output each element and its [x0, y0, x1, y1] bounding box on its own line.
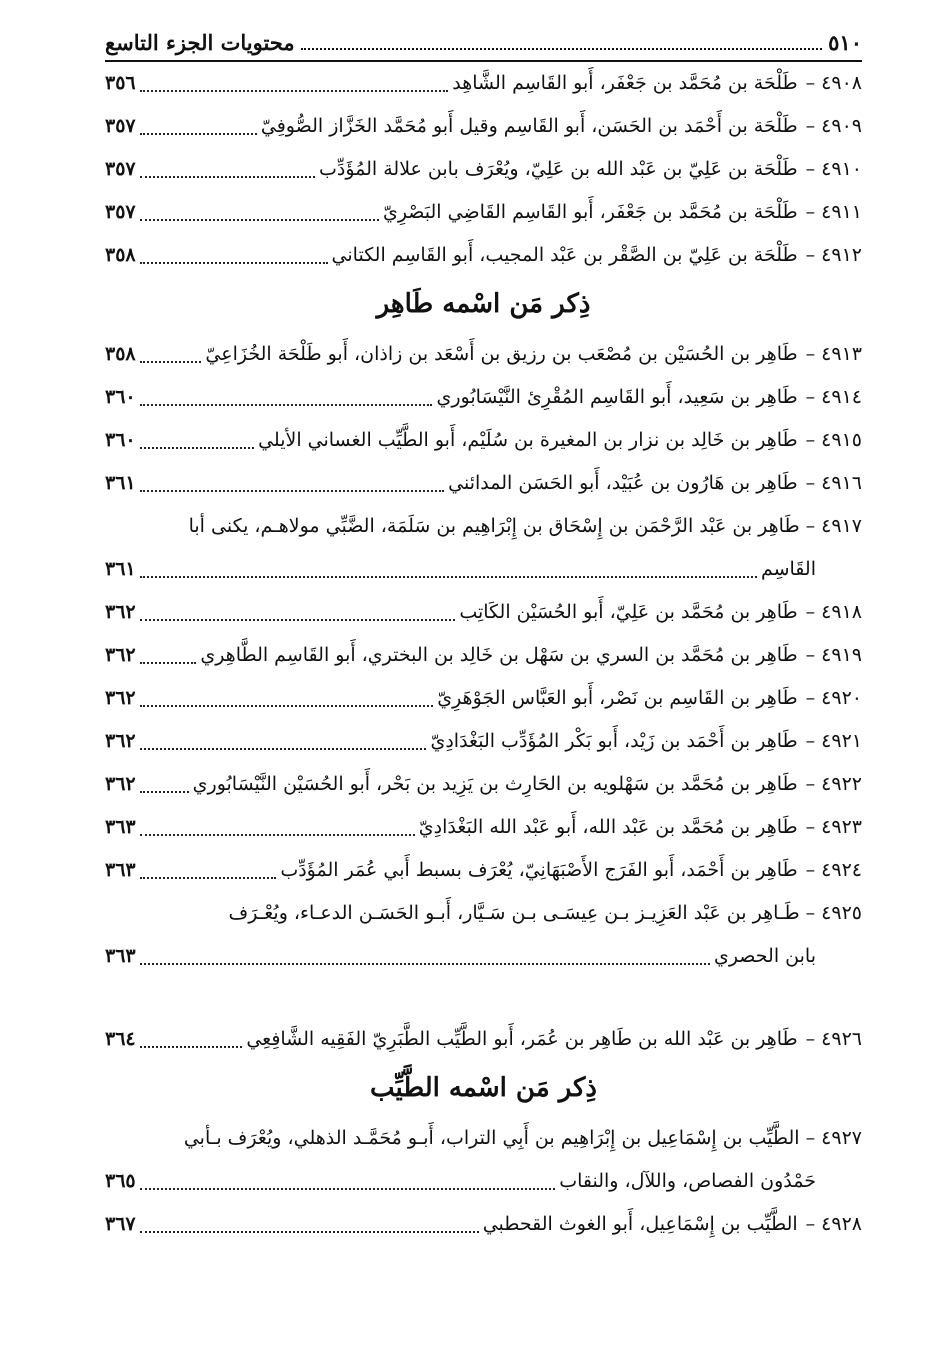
entry-text: طَلْحَة بن عَلِيّ بن عَبْد الله بن عَلِيّ، ويُعْرَف بابن علالة المُؤَدِّب: [318, 158, 798, 180]
entries-tahir-a: [105, 333, 862, 505]
dot-leader: [140, 1231, 479, 1233]
entry-dash: –: [805, 201, 816, 223]
entry-number: ٤٩١٢: [821, 244, 862, 266]
entry-page: ٣٦٧: [105, 1213, 136, 1235]
entry-page: ٣٦٢: [105, 730, 136, 752]
dot-leader: [140, 1188, 556, 1190]
entry-text: طَلْحَة بن أَحْمَد بن الحَسَن، أَبو القَاسِم وقيل أَبو مُحَمَّد الخَزَّاز الصُّوفِيّ: [260, 115, 798, 137]
entry-text: طَاهِر بن مُحَمَّد بن سَهْلويه بن الحَارِث بن يَزِيد بن بَحْر، أَبو الحُسَيْن النَّيْسَابُوري: [192, 773, 798, 795]
entry-dash: –: [805, 472, 816, 494]
dot-leader: [140, 834, 415, 836]
entry-dash: –: [805, 730, 816, 752]
dot-leader: [140, 662, 197, 664]
entry-number: ٤٩١٣: [821, 343, 862, 365]
entry-page: ٣٥٨: [105, 343, 136, 365]
entry-number: ٤٩١١: [821, 201, 862, 223]
entry-text: طَاهِر بن أَحْمَد، أَبو الفَرَج الأَصْبَهَانِيّ، يُعْرَف بسبط أَبي عُمَر المُؤَدِّب: [280, 859, 798, 881]
entry-text: طَاهِر بن مُحَمَّد بن عَلِيّ، أَبو الحُسَيْن الكَاتِب: [459, 601, 798, 623]
entry-text: طَاهِر بن الحُسَيْن بن مُصْعَب بن رزيق بن أَسْعَد بن زاذان، أَبو طَلْحَة الخُزَاعِيّ: [205, 343, 798, 365]
entry-text: طَاهِر بن أَحْمَد بن زَيْد، أَبو بَكْر المُؤَدِّب البَغْدَادِيّ: [430, 730, 798, 752]
toc-entry-4926: [105, 1018, 862, 1061]
entry-page: ٣٦٣: [105, 816, 136, 838]
entry-text: طَاهِر بن مُحَمَّد بن عَبْد الله، أَبو عَبْد الله البَغْدَادِيّ: [418, 816, 798, 838]
toc-entry: [105, 849, 862, 892]
entry-text: طَاهِر بن مُحَمَّد بن السري بن سَهْل بن خَالِد بن البختري، أَبو القَاسِم الطَّاهِري: [200, 644, 798, 666]
entry-page: ٣٦٠: [105, 386, 136, 408]
entry-number: ٤٩٢١: [821, 730, 862, 752]
entry-dash: –: [805, 115, 816, 137]
entry-page: ٣٥٧: [105, 158, 136, 180]
entry-dash: –: [805, 1213, 816, 1235]
entry-page: ٣٦٢: [105, 644, 136, 666]
entry-page: ٣٦٢: [105, 773, 136, 795]
entry-dash: –: [805, 644, 816, 666]
entry-dash: –: [805, 816, 816, 838]
entry-number: ٤٩٢٣: [821, 816, 862, 838]
toc-entry-4925: ٤٩٢٥ – طَـاهِر بن عَبْد العَزِيـز بـن عِيسَـى بـن سَـيَّار، أَبـو الحَسَـن الدعـاء، ويُعْـرَف بابن الحصري ٣٦٣: [105, 892, 862, 978]
entry-page: ٣٦١: [105, 472, 136, 494]
entries-talha: [105, 62, 862, 277]
entry-dash: –: [805, 773, 816, 795]
entry-dash: –: [805, 158, 816, 180]
entry-number: ٤٩١٥: [821, 429, 862, 451]
toc-entry-4917: ٤٩١٧ – طَاهِر بن عَبْد الرَّحْمَن بن إِسْحَاق بن إِبْرَاهِيم بن سَلَمَة، الضَّبِّي مولاهـم، يكنى أبا القَاسِم ٣٦١: [105, 505, 862, 591]
entry-number: ٤٩١٨: [821, 601, 862, 623]
dot-leader: [140, 490, 445, 492]
entry-number: ٤٩٢٦: [821, 1028, 862, 1050]
entry-page: ٣٦٣: [105, 945, 136, 967]
entry-text-continued: بابن الحصري: [713, 945, 816, 967]
entry-page: ٣٦٥: [105, 1170, 136, 1192]
entry-number: ٤٩١٩: [821, 644, 862, 666]
running-title: محتويات الجزء التاسع: [105, 30, 295, 55]
entry-dash: –: [805, 429, 816, 451]
entry-number: ٤٩٠٩: [821, 115, 862, 137]
header-leader: [301, 48, 823, 50]
entry-page: ٣٦٢: [105, 601, 136, 623]
dot-leader: [140, 619, 456, 621]
dot-leader: [140, 90, 449, 92]
entry-number: ٤٩١٠: [821, 158, 862, 180]
entry-page: ٣٥٧: [105, 115, 136, 137]
toc-entry: [105, 148, 862, 191]
dot-leader: [140, 1046, 243, 1048]
entry-page: ٣٦٤: [105, 1028, 136, 1050]
dot-leader: [140, 219, 379, 221]
entry-dash: –: [805, 687, 816, 709]
toc-entry: [105, 376, 862, 419]
entry-text: طَاهِر بن خَالِد بن نزار بن المغيرة بن سُلَيْم، أَبو الطَّيِّب الغساني الأيلي: [258, 429, 798, 451]
entry-dash: –: [805, 343, 816, 365]
entry-number: ٤٩٠٨: [821, 72, 862, 94]
entry-number: ٤٩٢٢: [821, 773, 862, 795]
toc-entry: [105, 462, 862, 505]
entry-page: ٣٥٦: [105, 72, 136, 94]
page-number: ٥١٠: [828, 30, 862, 55]
entry-number: ٤٩٢٥: [821, 902, 862, 924]
entry-text: طَاهِر بن عَبْد الله بن طَاهِر بن عُمَر، أَبو الطَّيِّب الطَّبَرِيّ الفَقِيه الشَّافِعِي: [246, 1028, 798, 1050]
entry-text: الطَّيِّب بن إِسْمَاعِيل، أَبو الغوث القحطبي: [482, 1213, 798, 1235]
entry-dash: –: [805, 1028, 816, 1050]
toc-entry: [105, 763, 862, 806]
toc-entry: [105, 634, 862, 677]
entry-text: طَاهِر بن سَعِيد، أَبو القَاسِم المُقْرِئ النَّيْسَابُوري: [436, 386, 798, 408]
dot-leader: [140, 404, 433, 406]
entry-text: طَاهِر بن القَاسِم بن نَصْر، أَبو العَبَّاس الجَوْهَرِيّ: [437, 687, 798, 709]
entry-number: ٤٩٢٧: [821, 1127, 862, 1149]
toc-entry-4927: ٤٩٢٧ – الطَّيِّب بن إِسْمَاعِيل بن إِبْرَاهِيم بن أَبِي التراب، أَبـو مُحَمَّـد الذهلي، ويُعْرَف بـأبي حَمْدُون الفصاص، واللآل، والنقاب ٣٦٥: [105, 1117, 862, 1203]
toc-entry: [105, 234, 862, 277]
entry-text-continued: حَمْدُون الفصاص، واللآل، والنقاب: [559, 1170, 816, 1192]
dot-leader: [140, 576, 757, 578]
spacer: [105, 978, 862, 1018]
entries-tahir-b: [105, 591, 862, 892]
page-header: [105, 28, 862, 62]
entry-number: ٤٩٢٨: [821, 1213, 862, 1235]
dot-leader: [140, 963, 710, 965]
toc-entry: [105, 419, 862, 462]
toc-entry: [105, 333, 862, 376]
dot-leader: [140, 133, 257, 135]
section-title-tayyib: ذِكر مَن اسْمه الطَّيِّب: [369, 1073, 597, 1103]
dot-leader: [140, 877, 277, 879]
dot-leader: [140, 705, 434, 707]
entry-number: ٤٩١٦: [821, 472, 862, 494]
entry-number: ٤٩٢٠: [821, 687, 862, 709]
toc-entry: [105, 105, 862, 148]
toc-entry: [105, 720, 862, 763]
toc-entry: [105, 677, 862, 720]
dot-leader: [140, 791, 189, 793]
entry-text: طَـاهِر بن عَبْد العَزِيـز بـن عِيسَـى بـن سَـيَّار، أَبـو الحَسَـن الدعـاء، ويُعْـرَف: [228, 902, 800, 924]
entry-text: طَلْحَة بن عَلِيّ بن الصَّقْر بن عَبْد المجيب، أَبو القَاسِم الكتاني: [331, 244, 798, 266]
entry-dash: –: [805, 859, 816, 881]
toc-entry: [105, 62, 862, 105]
entry-text: طَلْحَة بن مُحَمَّد بن جَعْفَر، أَبو القَاسِم القَاضِي البَصْرِيّ: [382, 201, 798, 223]
entry-text-continued: القَاسِم: [760, 558, 816, 580]
toc-entry: [105, 591, 862, 634]
dot-leader: [140, 748, 427, 750]
entry-number: ٤٩١٧: [821, 515, 862, 537]
entry-dash: –: [805, 601, 816, 623]
entry-page: ٣٦٣: [105, 859, 136, 881]
entry-dash: –: [805, 72, 816, 94]
dot-leader: [140, 361, 202, 363]
toc-entry-4928: [105, 1203, 862, 1246]
toc-entry: [105, 806, 862, 849]
dot-leader: [140, 176, 315, 178]
entry-page: ٣٦١: [105, 558, 136, 580]
toc-entry: [105, 191, 862, 234]
entry-dash: –: [805, 244, 816, 266]
dot-leader: [140, 262, 328, 264]
entry-text: طَاهِر بن هَارُون بن عُبَيْد، أَبو الحَسَن المدائني: [448, 472, 798, 494]
entry-text: طَلْحَة بن مُحَمَّد بن جَعْفَر، أَبو القَاسِم الشَّاهِد: [452, 72, 798, 94]
section-title-tahir: ذِكر مَن اسْمه طَاهِر: [376, 289, 591, 319]
entry-page: ٣٦٢: [105, 687, 136, 709]
dot-leader: [140, 447, 254, 449]
entry-page: ٣٦٠: [105, 429, 136, 451]
entry-page: ٣٥٨: [105, 244, 136, 266]
entry-text: الطَّيِّب بن إِسْمَاعِيل بن إِبْرَاهِيم بن أَبِي التراب، أَبـو مُحَمَّـد الذهلي، ويُعْرَف بـأبي: [183, 1127, 800, 1149]
entry-page: ٣٥٧: [105, 201, 136, 223]
entry-text: طَاهِر بن عَبْد الرَّحْمَن بن إِسْحَاق بن إِبْرَاهِيم بن سَلَمَة، الضَّبِّي مولاهـم، يكنى أبا: [188, 515, 800, 537]
entry-dash: –: [805, 386, 816, 408]
entry-number: ٤٩١٤: [821, 386, 862, 408]
entry-number: ٤٩٢٤: [821, 859, 862, 881]
